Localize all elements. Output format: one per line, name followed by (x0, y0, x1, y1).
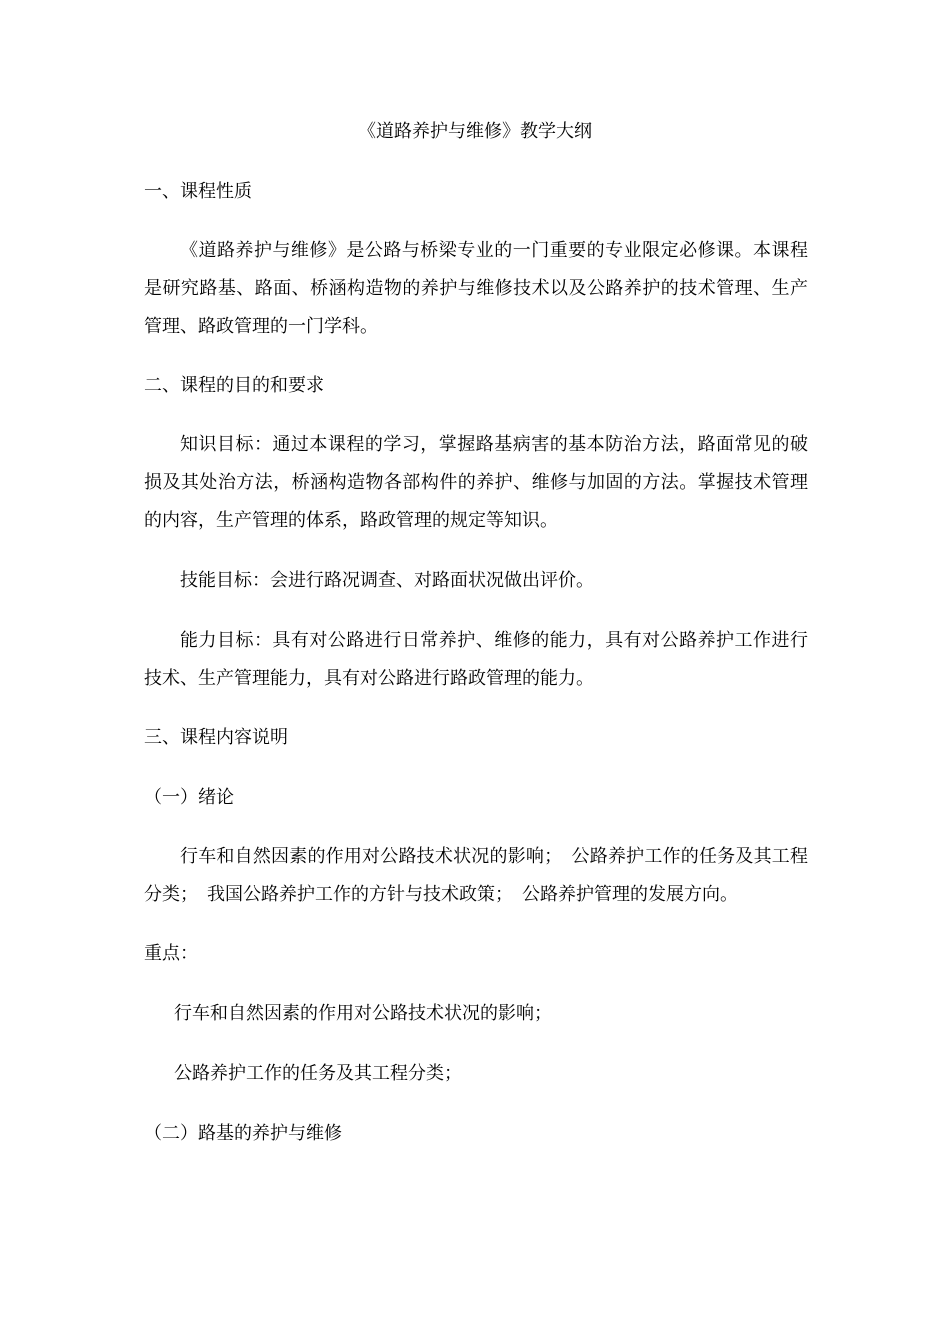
key-points-label: 重点： (144, 943, 198, 964)
key-point-item: 公路养护工作的任务及其工程分类； (174, 1063, 462, 1084)
subsection-heading-intro: （一）绪论 (144, 787, 234, 808)
document-title: 《道路养护与维修》教学大纲 (358, 121, 592, 142)
paragraph-skill-goal: 技能目标：会进行路况调查、对路面状况做出评价。 (180, 570, 594, 591)
section-heading-goals: 二、课程的目的和要求 (144, 375, 324, 396)
subsection-heading-subgrade: （二）路基的养护与维修 (144, 1123, 342, 1144)
paragraph-course-nature: 《道路养护与维修》是公路与桥梁专业的一门重要的专业限定必修课。本课程是研究路基、路面、桥涵构造物的养护与维修技术以及公路养护的技术管理、生产管理、路政管理的一门学科。 (144, 240, 808, 337)
section-heading-content: 三、课程内容说明 (144, 727, 288, 748)
paragraph-ability-goal: 能力目标：具有对公路进行日常养护、维修的能力，具有对公路养护工作进行技术、生产管理能力，具有对公路进行路政管理的能力。 (144, 630, 808, 689)
paragraph-intro: 行车和自然因素的作用对公路技术状况的影响； 公路养护工作的任务及其工程分类； 我国公路养护工作的方针与技术政策； 公路养护管理的发展方向。 (144, 846, 808, 905)
paragraph-knowledge-goal: 知识目标：通过本课程的学习，掌握路基病害的基本防治方法，路面常见的破损及其处治方法，桥涵构造物各部构件的养护、维修与加固的方法。掌握技术管理的内容，生产管理的体系，路政管理的规定等知识。 (144, 434, 808, 531)
key-point-item: 行车和自然因素的作用对公路技术状况的影响； (174, 1003, 552, 1024)
section-heading-nature: 一、课程性质 (144, 181, 252, 202)
